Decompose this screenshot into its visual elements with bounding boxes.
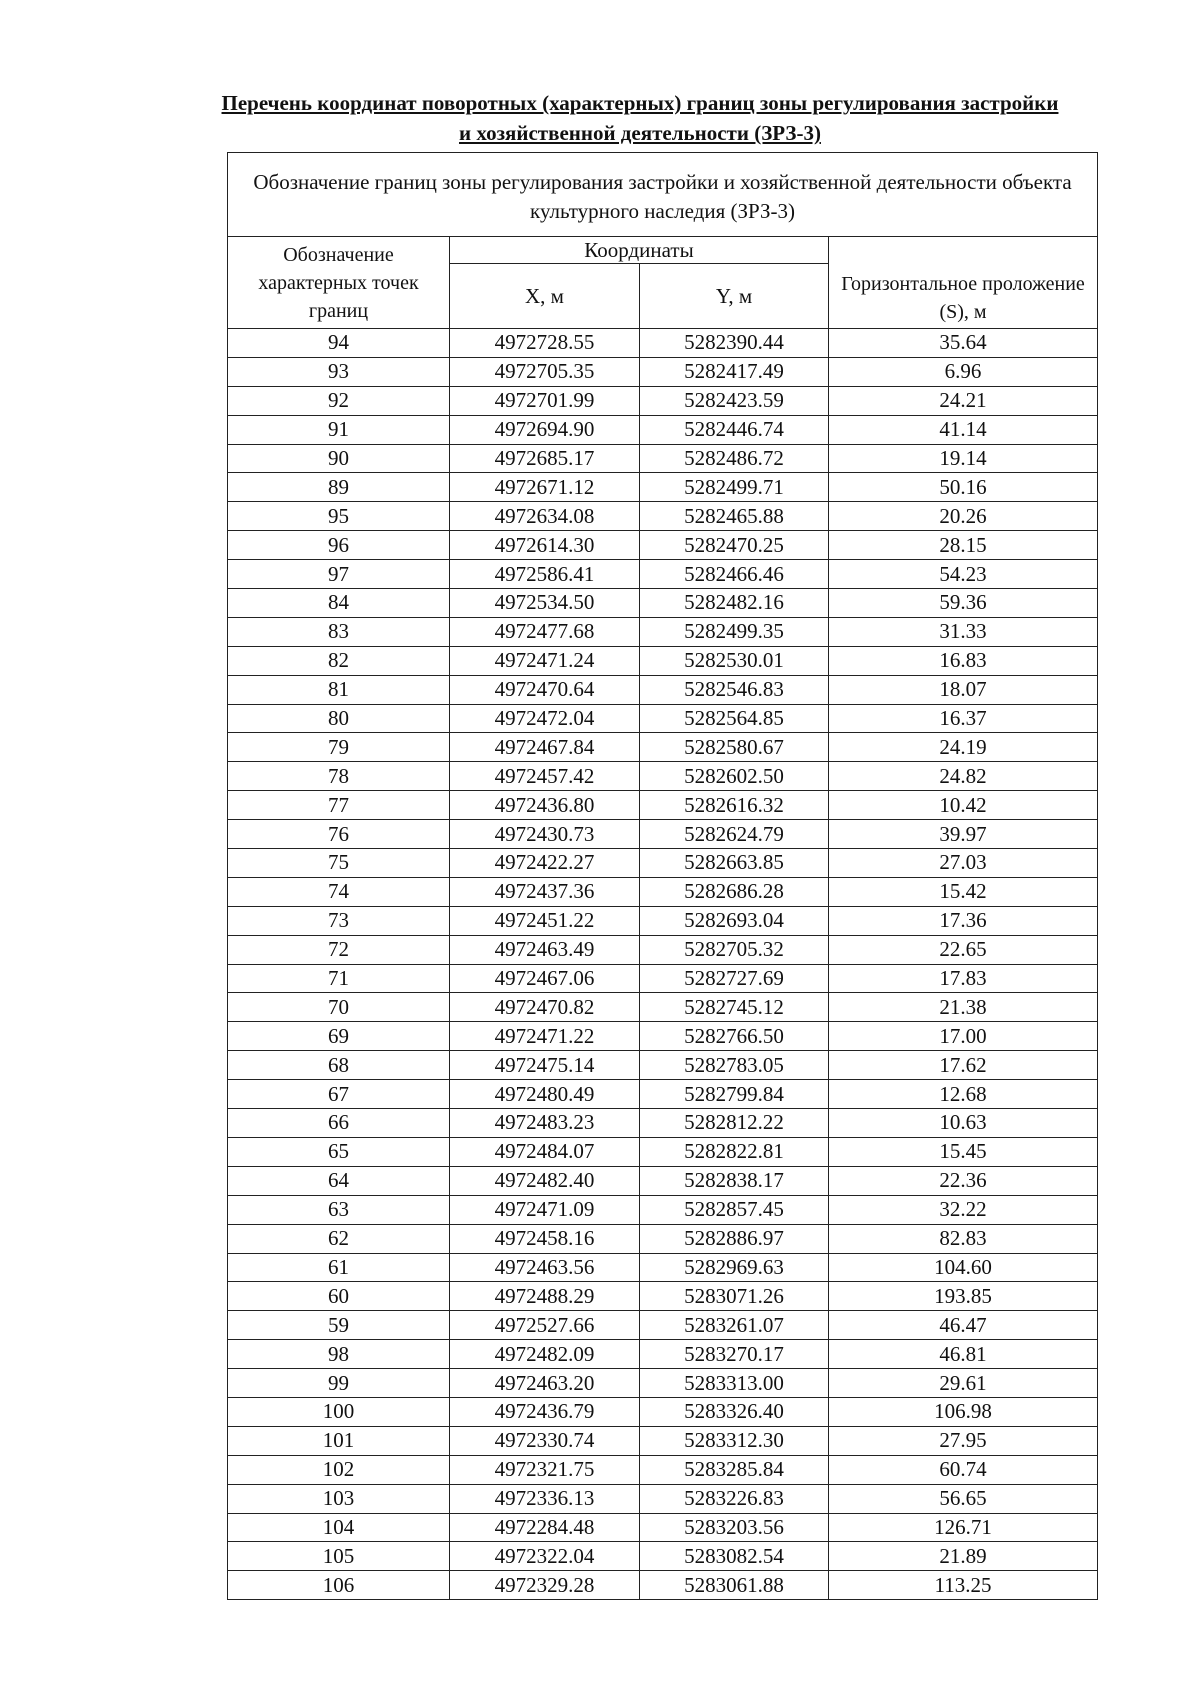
cell-distance: 46.47 xyxy=(829,1311,1098,1340)
cell-point: 63 xyxy=(228,1195,450,1224)
cell-x: 4972705.35 xyxy=(450,357,640,386)
cell-distance: 126.71 xyxy=(829,1513,1098,1542)
cell-distance: 10.63 xyxy=(829,1109,1098,1138)
cell-y: 5282470.25 xyxy=(640,531,829,560)
cell-x: 4972488.29 xyxy=(450,1282,640,1311)
table-row xyxy=(228,964,1098,993)
header-distance: Горизонтальное проложение (S), м xyxy=(829,237,1098,329)
table-row xyxy=(228,1426,1098,1455)
header-y: Y, м xyxy=(640,264,829,329)
cell-x: 4972701.99 xyxy=(450,386,640,415)
cell-distance: 35.64 xyxy=(829,329,1098,358)
cell-x: 4972534.50 xyxy=(450,589,640,618)
cell-distance: 41.14 xyxy=(829,415,1098,444)
cell-distance: 22.36 xyxy=(829,1166,1098,1195)
cell-x: 4972463.20 xyxy=(450,1369,640,1398)
cell-x: 4972483.23 xyxy=(450,1109,640,1138)
cell-distance: 193.85 xyxy=(829,1282,1098,1311)
cell-distance: 24.19 xyxy=(829,733,1098,762)
table-row xyxy=(228,1080,1098,1109)
cell-y: 5282465.88 xyxy=(640,502,829,531)
cell-point: 83 xyxy=(228,617,450,646)
cell-distance: 15.42 xyxy=(829,877,1098,906)
table-row xyxy=(228,906,1098,935)
cell-x: 4972694.90 xyxy=(450,415,640,444)
cell-x: 4972527.66 xyxy=(450,1311,640,1340)
cell-distance: 19.14 xyxy=(829,444,1098,473)
cell-x: 4972482.09 xyxy=(450,1340,640,1369)
header-point: Обозначение характерных точек границ xyxy=(228,237,450,329)
cell-x: 4972322.04 xyxy=(450,1542,640,1571)
document-title xyxy=(150,88,1130,148)
table-row xyxy=(228,1397,1098,1426)
cell-y: 5282602.50 xyxy=(640,762,829,791)
cell-y: 5283226.83 xyxy=(640,1484,829,1513)
cell-y: 5282486.72 xyxy=(640,444,829,473)
cell-x: 4972458.16 xyxy=(450,1224,640,1253)
cell-y: 5282886.97 xyxy=(640,1224,829,1253)
cell-y: 5282838.17 xyxy=(640,1166,829,1195)
table-row xyxy=(228,1166,1098,1195)
cell-point: 61 xyxy=(228,1253,450,1282)
cell-distance: 28.15 xyxy=(829,531,1098,560)
cell-distance: 17.83 xyxy=(829,964,1098,993)
cell-point: 82 xyxy=(228,646,450,675)
cell-point: 70 xyxy=(228,993,450,1022)
table-row xyxy=(228,473,1098,502)
cell-y: 5282499.71 xyxy=(640,473,829,502)
cell-point: 76 xyxy=(228,820,450,849)
cell-distance: 18.07 xyxy=(829,675,1098,704)
cell-point: 77 xyxy=(228,791,450,820)
cell-x: 4972477.68 xyxy=(450,617,640,646)
cell-point: 75 xyxy=(228,849,450,878)
cell-y: 5282822.81 xyxy=(640,1137,829,1166)
cell-point: 66 xyxy=(228,1109,450,1138)
cell-y: 5283061.88 xyxy=(640,1571,829,1600)
cell-point: 68 xyxy=(228,1051,450,1080)
cell-distance: 16.37 xyxy=(829,704,1098,733)
cell-y: 5283082.54 xyxy=(640,1542,829,1571)
cell-point: 74 xyxy=(228,877,450,906)
cell-point: 81 xyxy=(228,675,450,704)
cell-y: 5283285.84 xyxy=(640,1455,829,1484)
cell-point: 94 xyxy=(228,329,450,358)
cell-distance: 12.68 xyxy=(829,1080,1098,1109)
cell-x: 4972482.40 xyxy=(450,1166,640,1195)
cell-y: 5282482.16 xyxy=(640,589,829,618)
cell-x: 4972480.49 xyxy=(450,1080,640,1109)
cell-y: 5282580.67 xyxy=(640,733,829,762)
table-row xyxy=(228,357,1098,386)
cell-x: 4972475.14 xyxy=(450,1051,640,1080)
table-row xyxy=(228,675,1098,704)
cell-x: 4972586.41 xyxy=(450,560,640,589)
cell-x: 4972634.08 xyxy=(450,502,640,531)
table-row xyxy=(228,1542,1098,1571)
cell-x: 4972728.55 xyxy=(450,329,640,358)
table-row xyxy=(228,1051,1098,1080)
cell-distance: 50.16 xyxy=(829,473,1098,502)
cell-y: 5282686.28 xyxy=(640,877,829,906)
cell-distance: 29.61 xyxy=(829,1369,1098,1398)
table-row xyxy=(228,1195,1098,1224)
cell-point: 69 xyxy=(228,1022,450,1051)
cell-x: 4972430.73 xyxy=(450,820,640,849)
cell-x: 4972437.36 xyxy=(450,877,640,906)
table-row xyxy=(228,820,1098,849)
cell-point: 71 xyxy=(228,964,450,993)
cell-x: 4972470.64 xyxy=(450,675,640,704)
cell-distance: 22.65 xyxy=(829,935,1098,964)
table-row xyxy=(228,444,1098,473)
cell-point: 89 xyxy=(228,473,450,502)
cell-y: 5282783.05 xyxy=(640,1051,829,1080)
cell-point: 65 xyxy=(228,1137,450,1166)
cell-x: 4972671.12 xyxy=(450,473,640,502)
cell-x: 4972471.24 xyxy=(450,646,640,675)
table-row xyxy=(228,733,1098,762)
table-row xyxy=(228,1571,1098,1600)
cell-y: 5282969.63 xyxy=(640,1253,829,1282)
table-row xyxy=(228,1022,1098,1051)
cell-distance: 113.25 xyxy=(829,1571,1098,1600)
cell-x: 4972471.22 xyxy=(450,1022,640,1051)
cell-y: 5282693.04 xyxy=(640,906,829,935)
table-row xyxy=(228,531,1098,560)
cell-distance: 15.45 xyxy=(829,1137,1098,1166)
cell-y: 5282766.50 xyxy=(640,1022,829,1051)
cell-x: 4972284.48 xyxy=(450,1513,640,1542)
cell-y: 5283071.26 xyxy=(640,1282,829,1311)
cell-y: 5282564.85 xyxy=(640,704,829,733)
table-row xyxy=(228,1253,1098,1282)
coordinates-table-container xyxy=(227,152,1097,1600)
table-row xyxy=(228,1369,1098,1398)
cell-point: 95 xyxy=(228,502,450,531)
cell-point: 84 xyxy=(228,589,450,618)
cell-y: 5282812.22 xyxy=(640,1109,829,1138)
cell-point: 105 xyxy=(228,1542,450,1571)
cell-distance: 16.83 xyxy=(829,646,1098,675)
table-row xyxy=(228,704,1098,733)
cell-x: 4972321.75 xyxy=(450,1455,640,1484)
cell-distance: 32.22 xyxy=(829,1195,1098,1224)
cell-point: 80 xyxy=(228,704,450,733)
table-row xyxy=(228,386,1098,415)
table-row xyxy=(228,877,1098,906)
cell-distance: 82.83 xyxy=(829,1224,1098,1253)
cell-point: 100 xyxy=(228,1397,450,1426)
cell-x: 4972463.49 xyxy=(450,935,640,964)
cell-x: 4972614.30 xyxy=(450,531,640,560)
cell-x: 4972436.79 xyxy=(450,1397,640,1426)
cell-y: 5282745.12 xyxy=(640,993,829,1022)
cell-distance: 54.23 xyxy=(829,560,1098,589)
cell-point: 60 xyxy=(228,1282,450,1311)
table-row xyxy=(228,502,1098,531)
table-row xyxy=(228,791,1098,820)
cell-distance: 24.82 xyxy=(829,762,1098,791)
cell-y: 5282446.74 xyxy=(640,415,829,444)
cell-x: 4972685.17 xyxy=(450,444,640,473)
cell-x: 4972329.28 xyxy=(450,1571,640,1600)
cell-distance: 6.96 xyxy=(829,357,1098,386)
cell-distance: 106.98 xyxy=(829,1397,1098,1426)
cell-x: 4972436.80 xyxy=(450,791,640,820)
table-row xyxy=(228,415,1098,444)
cell-point: 103 xyxy=(228,1484,450,1513)
cell-x: 4972457.42 xyxy=(450,762,640,791)
table-row xyxy=(228,1340,1098,1369)
cell-distance: 20.26 xyxy=(829,502,1098,531)
table-row xyxy=(228,1311,1098,1340)
cell-y: 5282546.83 xyxy=(640,675,829,704)
cell-x: 4972471.09 xyxy=(450,1195,640,1224)
cell-distance: 104.60 xyxy=(829,1253,1098,1282)
table-row xyxy=(228,762,1098,791)
cell-point: 101 xyxy=(228,1426,450,1455)
table-row xyxy=(228,589,1098,618)
cell-distance: 56.65 xyxy=(829,1484,1098,1513)
cell-y: 5283261.07 xyxy=(640,1311,829,1340)
table-row xyxy=(228,1282,1098,1311)
table-row xyxy=(228,993,1098,1022)
cell-distance: 27.03 xyxy=(829,849,1098,878)
cell-point: 64 xyxy=(228,1166,450,1195)
cell-distance: 17.62 xyxy=(829,1051,1098,1080)
cell-y: 5282417.49 xyxy=(640,357,829,386)
cell-point: 93 xyxy=(228,357,450,386)
table-row xyxy=(228,329,1098,358)
cell-point: 104 xyxy=(228,1513,450,1542)
table-row xyxy=(228,1109,1098,1138)
cell-point: 97 xyxy=(228,560,450,589)
title-line-2: и хозяйственной деятельности (ЗРЗ-3) xyxy=(459,121,821,145)
cell-y: 5283313.00 xyxy=(640,1369,829,1398)
cell-y: 5283203.56 xyxy=(640,1513,829,1542)
cell-point: 59 xyxy=(228,1311,450,1340)
table-row xyxy=(228,1513,1098,1542)
cell-x: 4972336.13 xyxy=(450,1484,640,1513)
cell-point: 91 xyxy=(228,415,450,444)
coordinates-table xyxy=(227,152,1098,1600)
cell-distance: 21.89 xyxy=(829,1542,1098,1571)
cell-distance: 21.38 xyxy=(829,993,1098,1022)
cell-distance: 59.36 xyxy=(829,589,1098,618)
cell-point: 96 xyxy=(228,531,450,560)
cell-y: 5282466.46 xyxy=(640,560,829,589)
cell-y: 5283270.17 xyxy=(640,1340,829,1369)
cell-point: 78 xyxy=(228,762,450,791)
cell-distance: 24.21 xyxy=(829,386,1098,415)
cell-y: 5282727.69 xyxy=(640,964,829,993)
cell-point: 67 xyxy=(228,1080,450,1109)
cell-distance: 10.42 xyxy=(829,791,1098,820)
cell-y: 5282390.44 xyxy=(640,329,829,358)
cell-point: 102 xyxy=(228,1455,450,1484)
cell-y: 5282705.32 xyxy=(640,935,829,964)
cell-x: 4972463.56 xyxy=(450,1253,640,1282)
table-caption: Обозначение границ зоны регулирования застройки и хозяйственной деятельности объекта культурного наследия (ЗРЗ-3) xyxy=(228,153,1098,237)
cell-distance: 17.36 xyxy=(829,906,1098,935)
cell-x: 4972484.07 xyxy=(450,1137,640,1166)
table-row xyxy=(228,617,1098,646)
cell-distance: 31.33 xyxy=(829,617,1098,646)
table-row xyxy=(228,560,1098,589)
table-row xyxy=(228,935,1098,964)
cell-point: 92 xyxy=(228,386,450,415)
cell-x: 4972470.82 xyxy=(450,993,640,1022)
cell-distance: 60.74 xyxy=(829,1455,1098,1484)
cell-y: 5282624.79 xyxy=(640,820,829,849)
table-row xyxy=(228,646,1098,675)
cell-y: 5282857.45 xyxy=(640,1195,829,1224)
table-row xyxy=(228,1137,1098,1166)
cell-y: 5282530.01 xyxy=(640,646,829,675)
cell-y: 5283326.40 xyxy=(640,1397,829,1426)
cell-point: 79 xyxy=(228,733,450,762)
cell-point: 73 xyxy=(228,906,450,935)
cell-distance: 39.97 xyxy=(829,820,1098,849)
header-x: X, м xyxy=(450,264,640,329)
cell-x: 4972472.04 xyxy=(450,704,640,733)
cell-y: 5282616.32 xyxy=(640,791,829,820)
cell-distance: 27.95 xyxy=(829,1426,1098,1455)
cell-distance: 46.81 xyxy=(829,1340,1098,1369)
table-body xyxy=(228,329,1098,1600)
table-row xyxy=(228,1484,1098,1513)
cell-distance: 17.00 xyxy=(829,1022,1098,1051)
cell-y: 5282663.85 xyxy=(640,849,829,878)
table-row xyxy=(228,1455,1098,1484)
table-row xyxy=(228,849,1098,878)
header-coordinates: Координаты xyxy=(450,237,829,264)
cell-y: 5282499.35 xyxy=(640,617,829,646)
cell-point: 90 xyxy=(228,444,450,473)
table-row xyxy=(228,1224,1098,1253)
cell-x: 4972451.22 xyxy=(450,906,640,935)
cell-x: 4972422.27 xyxy=(450,849,640,878)
cell-point: 62 xyxy=(228,1224,450,1253)
title-line-1: Перечень координат поворотных (характерных) границ зоны регулирования застройки xyxy=(221,91,1059,115)
cell-y: 5283312.30 xyxy=(640,1426,829,1455)
cell-point: 106 xyxy=(228,1571,450,1600)
cell-point: 72 xyxy=(228,935,450,964)
cell-y: 5282799.84 xyxy=(640,1080,829,1109)
cell-y: 5282423.59 xyxy=(640,386,829,415)
cell-x: 4972467.06 xyxy=(450,964,640,993)
cell-x: 4972330.74 xyxy=(450,1426,640,1455)
cell-point: 98 xyxy=(228,1340,450,1369)
cell-x: 4972467.84 xyxy=(450,733,640,762)
cell-point: 99 xyxy=(228,1369,450,1398)
